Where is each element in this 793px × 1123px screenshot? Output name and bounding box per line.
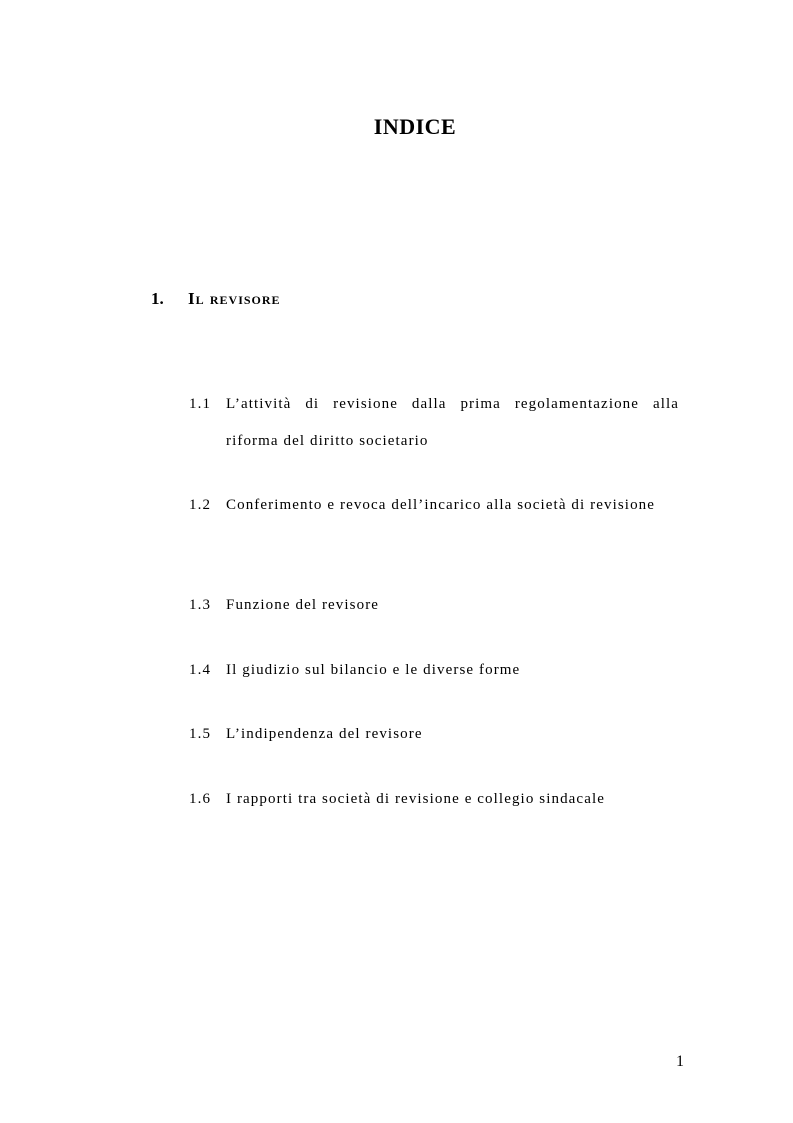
toc-entry bbox=[189, 652, 679, 689]
chapter-number: 1. bbox=[151, 289, 164, 308]
chapter-title: Il revisore bbox=[188, 289, 281, 308]
toc-entry-number: 1.4 bbox=[189, 662, 212, 678]
toc-entry-number: 1.6 bbox=[189, 791, 212, 807]
toc-entry-number: 1.1 bbox=[189, 396, 212, 412]
toc-entry-text: L’indipendenza del revisore bbox=[226, 726, 423, 742]
toc-entry-text: Conferimento e revoca dell’incarico alla società di revisione bbox=[226, 497, 656, 513]
toc-entry-text: I rapporti tra società di revisione e collegio sindacale bbox=[226, 791, 605, 807]
toc-entry-text: L’attività di revisione dalla prima regolamentazione alla riforma del diritto societario bbox=[226, 396, 679, 449]
chapter-heading bbox=[151, 289, 281, 309]
toc-entry-number: 1.5 bbox=[189, 726, 212, 742]
toc-entry bbox=[189, 716, 679, 753]
page-title: INDICE bbox=[373, 114, 457, 139]
toc-entry-text: Funzione del revisore bbox=[226, 597, 380, 613]
toc-entry-number: 1.2 bbox=[189, 497, 212, 513]
toc-entry bbox=[189, 386, 679, 460]
toc-entry bbox=[189, 487, 679, 524]
toc-entry-text: Il giudizio sul bilancio e le diverse forme bbox=[226, 662, 521, 678]
toc-entry bbox=[189, 587, 679, 624]
toc-entry bbox=[189, 781, 679, 818]
toc-entry-number: 1.3 bbox=[189, 597, 212, 613]
page-number: 1 bbox=[676, 1053, 684, 1070]
